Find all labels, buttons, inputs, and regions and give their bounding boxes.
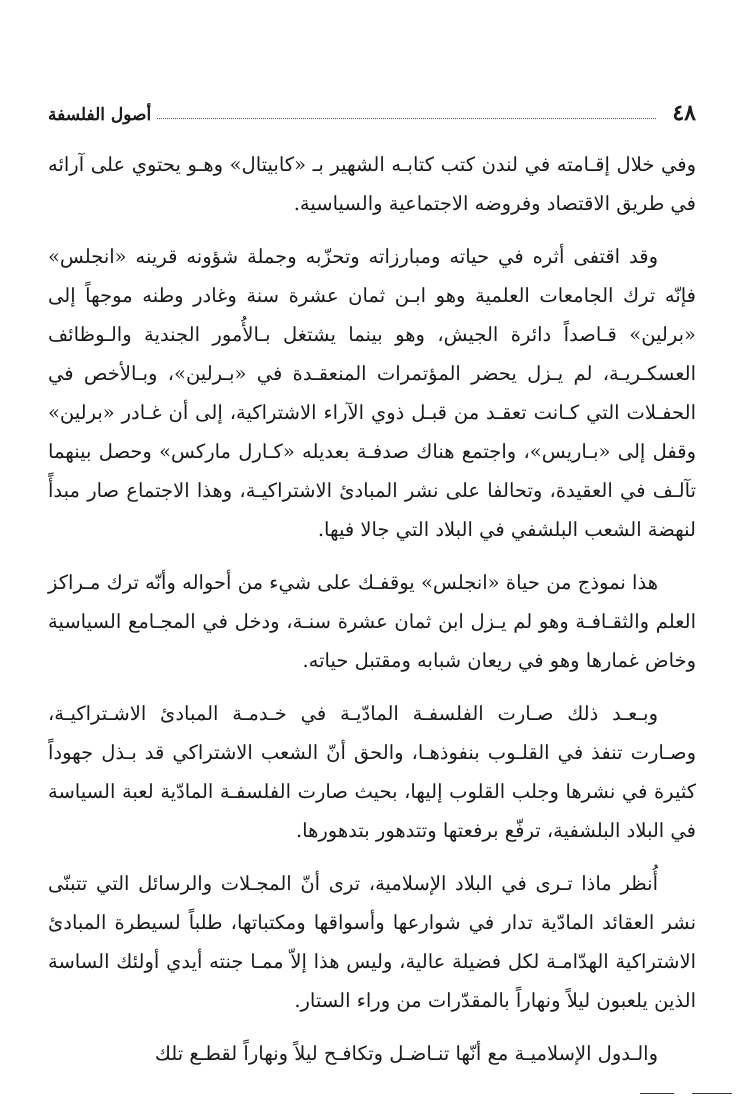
- footer-rule: [640, 1093, 674, 1094]
- running-header: [48, 96, 696, 124]
- page-body: [48, 145, 696, 1087]
- paragraph: وبـعـد ذلك صـارت الفلسفـة المادّيـة في خـدمـة المبادئ الاشـتراكيـة، وصـارت تنفذ في القلـوب بنفوذهـا، والحق أنّ الشعب الاشتراكي قد بـذل جهوداً كثيرة في نشرها وجلب القلوب إليها، بحيث صارت الفلسفـة المادّية لعبة السياسة في البلاد البلشفية، ترفّع برفعتها وتتدهور بتدهورها.: [48, 702, 696, 842]
- header-dot-leader: [157, 118, 656, 119]
- paragraph: وقد اقتفى أثره في حياته ومبارزاته وتحزّبه وجملة شؤونه قرينه «انجلس» فإنّه ترك الجامعات العلمية وهو ابـن ثمان عشرة سنة وغادر وطنه موجهاً إلى «برلين» قـاصداً دائرة الجيش، وهو بينما يشتغل بـالأُمور الجندية والـوظائف العسكـريـة، لم يـزل يحضر المؤتمرات المنعقـدة في «بـرلين»، وبـالأخص في الحفـلات التي كـانت تعقـد من قبـل ذوي الآراء الاشتراكية، إلى أن غـادر «برلين» وقفل إلى «بـاريس»، واجتمع هناك صدفـة بعديله «كـارل ماركس» وحصل بينهما تآلـف في العقيدة، وتحالفا على نشر المبادئ الاشتراكيـة، وهذا الاجتماع صار مبدأً لنهضة الشعب البلشفي في البلاد التي جالا فيها.: [48, 245, 696, 541]
- paragraph: وفي خلال إقـامته في لندن كتب كتابـه الشهير بـ «كابيتال» وهـو يحتوي على آرائه في طريق الاقتصاد وفروضه الاجتماعية والسياسية.: [48, 153, 696, 215]
- paragraph: والـدول الإسلاميـة مع أنّها تنـاضـل وتكافـح ليلاً ونهاراً لقطـع تلك: [154, 1042, 658, 1065]
- footer-rule: [692, 1093, 732, 1094]
- paragraph: هذا نموذج من حياة «انجلس» يوقفـك على شيء من أحواله وأنّه ترك مـراكز العلم والثقـافـة وهو لم يـزل ابن ثمان عشرة سنـة، ودخل في المجـامع السياسية وخاض غمارها وهو في ريعان شبابه ومقتبل حياته.: [48, 571, 696, 672]
- book-title: أصول الفلسفة: [48, 105, 152, 125]
- paragraph: أُنظر ماذا تـرى في البلاد الإسلامية، ترى أنّ المجـلات والرسائل التي تتبنّى نشر العقائد المادّية تدار في شوارعها وأسواقها ومكتباتها، طلباً لسيطرة المبادئ الاشتراكية الهدّامـة لكل فضيلة عالية، وليس هذا إلاّ ممـا جنته أيدي أولئك الساسة الذين يلعبون ليلاً ونهاراً بالمقدّرات من وراء الستار.: [48, 872, 696, 1012]
- page-number: ٤٨: [672, 100, 696, 126]
